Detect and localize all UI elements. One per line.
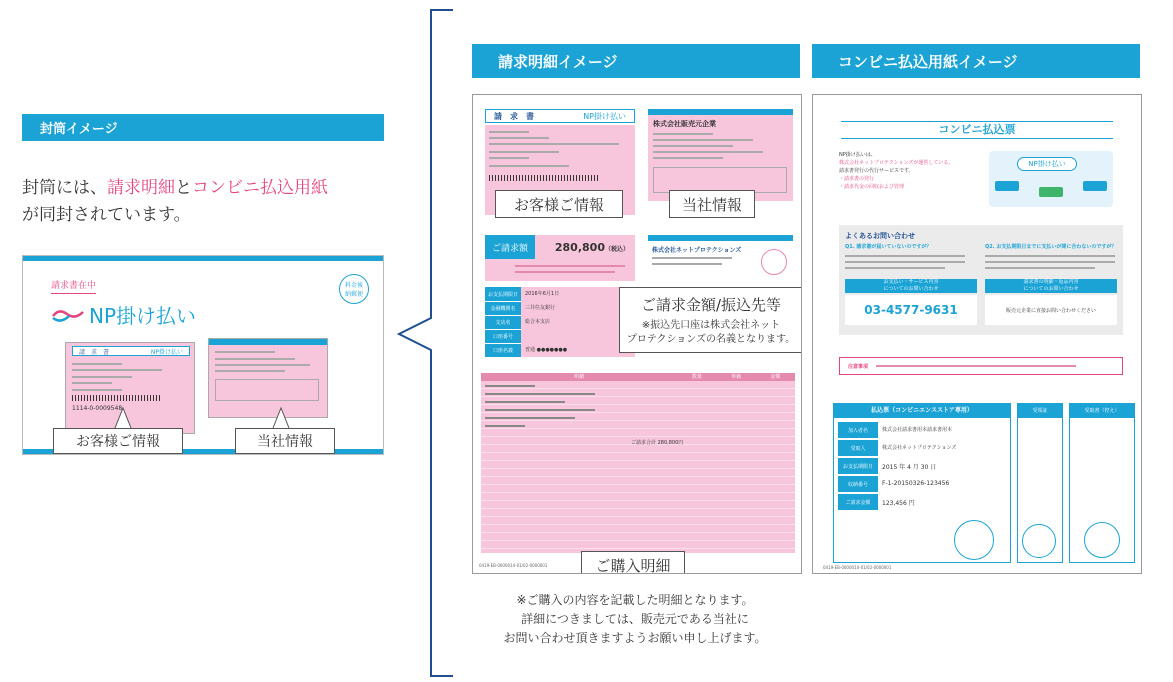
convenience-image: コンビニ払込票 NP掛け払いは、 株式会社ネットプロテクションズが運営している、 請求書発行の代行サービスです。 ・請求書の発行 ・請求代金の回収および管理 NP掛け払い よくあるお問い合わせ Q1. 請求書が届いていないのですが？ Q2. お支払期限日までに支払いが間に合わないのですが？ お支払い・サービス内容 についてのお問い合わせ 請求書の明細・返品内容 についてのお問い合わせ 03-4577-9631 販売元企業に直接お問い合わせください 注意事項 払込票（コンビニエンスストア専用） 加入者名 株式会社請求書用本請求書用本 受取人 株式会社ネットプロテクションズ お支払期限日 2015 年 4 月 30 日 収納番号 F-1-20150326-123456 ご請求金額 123,456 円 受領証 受取書（控え） 0419-EB-0000014-01/02-0000001	[812, 94, 1142, 574]
invoice-company-callout: 当社情報	[669, 190, 755, 218]
payment-slip: 払込票（コンビニエンスストア専用） 加入者名 株式会社請求書用本請求書用本 受取人 株式会社ネットプロテクションズ お支払期限日 2015 年 4 月 30 日 収納番号 F-1-20150326-123456 ご請求金額 123,456 円	[833, 403, 1011, 563]
invoice-purchase-callout: ご購入明細	[581, 551, 685, 574]
invoice-bank-rows: お支払期限日 2016年6月1日 金融機関名 三井住友銀行 支店名 総合本支店 口座番号 口座名義 普通 ●●●●●●●	[485, 287, 635, 357]
invoice-note: ※ご購入の内容を記載した明細となります。 詳細につきましては、販売元である当社に お問い合わせ頂きますようお願い申し上げます。	[503, 593, 767, 645]
notice-block: 注意事項	[839, 357, 1123, 375]
invoice-amount-callout: ご請求金額/振込先等 ※振込先口座は株式会社ネット プロテクションズの名義となります。	[619, 287, 802, 353]
np-logo-icon	[51, 306, 85, 324]
envelope-logo: NP掛け払い	[51, 300, 196, 329]
support-phone: 03-4577-9631	[845, 295, 977, 325]
invoice-header: 請求明細イメージ	[472, 44, 800, 78]
callout-pointer-icon	[271, 406, 291, 428]
envelope-image	[22, 255, 384, 455]
envelope-company-callout: 当社情報	[235, 428, 335, 454]
faq-block: よくあるお問い合わせ Q1. 請求書が届いていないのですが？ Q2. お支払期限日までに支払いが間に合わないのですが？ お支払い・サービス内容 についてのお問い合わせ 請求書の明細・返品内容 についてのお問い合わせ 03-4577-9631 販売元企業に直接お問い合わせください	[839, 225, 1123, 335]
invoice-detail-table: 明細 数量 単価 金額 ご請求合計 280,800円	[481, 373, 795, 553]
convenience-header: コンビニ払込用紙イメージ	[812, 44, 1140, 78]
grouping-bracket	[395, 8, 455, 678]
invoice-image: 請 求 書 NP掛け払い 株式会社販売元企業 お客様ご情報 当社情報 ご請求額 280,800（税込） 株式会社ネットプロテクションズ お支払期限日 2016年6月1日 金融機関名 三井住友銀行 支店名 総合本支店 口座番号 口座名義 普通 ●●●●●●● ご請求金額/振込先等 ※振込先口座は株式会社ネット プロテクションズの名義となります。 明細 数量 単価 金額 ご請求合計 280,800円 ご購入明細 0419-EB-0000014-01/02-0000001	[472, 94, 802, 574]
envelope-customer-callout: お客様ご情報	[53, 428, 183, 454]
envelope-stamp: 請求書在中	[51, 278, 96, 294]
callout-pointer-icon	[113, 406, 133, 428]
envelope-window-customer: 請 求 書 NP掛け払い 1114-0-0009548	[65, 342, 195, 434]
receipt-stub: 受領証	[1017, 403, 1063, 563]
customer-receipt: 受取書（控え）	[1069, 403, 1135, 563]
postage-mark: 料金後納郵便	[339, 274, 369, 304]
envelope-window-company	[208, 338, 328, 418]
convenience-intro: NP掛け払いは、 株式会社ネットプロテクションズが運営している、 請求書発行の代行サービスです。 ・請求書の発行 ・請求代金の回収および管理	[839, 152, 954, 190]
envelope-header: 封筒イメージ	[22, 114, 384, 141]
invoice-customer-callout: お客様ご情報	[495, 190, 623, 218]
envelope-description: 封筒には、請求明細とコンビニ払込用紙 が同封されています。	[22, 178, 328, 225]
convenience-flow-diagram: NP掛け払い	[989, 151, 1113, 207]
